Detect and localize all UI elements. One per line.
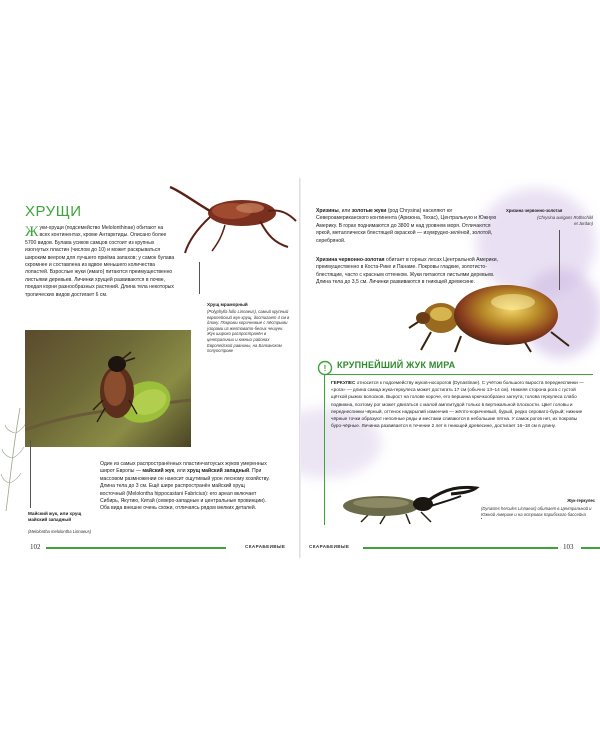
- running-head-left: СКАРАБЕИВЫЕ: [245, 544, 286, 549]
- right-page: [301, 178, 600, 558]
- maybug-bold-2: хрущ майский западный: [187, 468, 250, 475]
- chrysina-bold-1: Хризины: [316, 208, 339, 214]
- feature-box-title: КРУПНЕЙШИЙ ЖУК МИРА: [337, 360, 456, 370]
- section-title: ХРУЩИ: [25, 203, 82, 220]
- page-number-right: 103: [563, 543, 574, 551]
- footer-rule-right-end: [581, 547, 600, 549]
- hercules-text: относится к подсемейству жуков-носорогов (Dynastinae). С учётом большого выроста переднеспинки — «рога» — длина самца жука-геркулеса может достигать 17 см (обычно 13–14 см). Нижняя сторона рога с густой щёткой рыжих волосков. Вырост на голове короче, его вершина крючкообразно загнута; головa геркулеса слабо подвижна, поэтому рог может двигаться с малой амплитудой только в вертикальной плоскости. Цвет головы и переднеспинки чёрный, оттенок надкрылий изменчив — жёлто-коричневый, бурый, редко серовато-бурый; нижние чёрные точки образуют неполные ряды и местами сливаются в небольшие пятна. У самок рогов нет, их покровы буро-чёрные. Личинка развивается в течение 2 лет в гниющей древесине, достигает 16–18 см в длину.: [331, 380, 584, 429]
- maybug-bold-1: майский жук: [142, 468, 175, 475]
- footer-rule-right: [363, 547, 558, 549]
- intro-paragraph: [25, 225, 175, 299]
- maybug-text-3: . При массовом размножении он наносит ощутимый урон лесному хозяйству. Длина тела до 3 см. Ещё шире распространён майский хрущ восточный (Melolontha hippocastani Fabricius): его ареал включает Сибирь, Якутию, Китай (северо-западные и центральные провинции). Оба вида внешне очень схожи, отличаясь рядом мелких деталей.: [100, 468, 270, 512]
- chrysina-paragraph: [316, 208, 499, 245]
- chrysina-text-2: (род Chrysina) населяют юг Североамериканского континента (Аризона, Техас), Центральную и Южную Америку. В горах поднимаются до 3800 м над уровнем моря. Отличаются яркой, металлически блестящей окраской — изумрудно-зелёной, золотой, серебряной.: [316, 208, 497, 244]
- left-page: [0, 178, 299, 558]
- hercules-caption-title: Жук-геркулес: [567, 498, 595, 503]
- marble-caption: (Polyphylla fullo Linnaeus), самый крупный европейский жук-хрущ, достигает 4 см в длину. Покровы коричневые с пёстрыми узорами из желтовато-белых чешуек. Жук широко распространён в центральных и южных районах Европейской равнины, на Балканском полуострове: [207, 309, 290, 354]
- chrysina-bold-2: золотые жуки: [351, 208, 387, 214]
- maybug-caption-title: Майский жук, или хрущ майский западный: [28, 511, 82, 522]
- running-head-right: СКАРАБЕИВЫЕ: [309, 544, 350, 549]
- chrysina-beetle-photo: [401, 280, 581, 355]
- chrysina-text-1: , или: [338, 208, 351, 214]
- chrysina-caption: (Chrysina aurigans Rothschild et Jordan): [537, 215, 593, 226]
- red-gold-text: обитает в горных лесах Центральной Америки, преимущественно в Коста-Рике и Панаме. Покровы гладкие, золотисто-блестящие, часто с красным оттенком. Жуки питаются листьями деревьев. Длина тела до 3,5 см. Личинки развиваются в гниющей древесине.: [316, 257, 499, 286]
- maybug-text-2: , или: [174, 468, 186, 475]
- book-spread: [0, 178, 600, 558]
- footer-rule-left: [46, 547, 226, 549]
- hercules-caption-leader: [481, 518, 482, 519]
- page-number-left: 102: [30, 543, 41, 551]
- maybug-caption-leader: [30, 440, 31, 508]
- hercules-caption: (Dynastes hercules Linnaeus) обитает в Центральной и Южной Америке и на островах Карибского бассейна: [481, 506, 592, 517]
- marble-caption-title: Хрущ мраморный: [207, 302, 248, 307]
- marble-caption-leader: [199, 262, 200, 294]
- warning-badge-glyph: !: [323, 364, 327, 373]
- maybug-caption: (Melolontha melolontha Linnaeus): [28, 529, 92, 534]
- hercules-bold: ГЕРКУЛЕС: [331, 380, 356, 385]
- hercules-paragraph: [331, 379, 589, 429]
- maybug-photo: [25, 330, 191, 447]
- intro-text: уки-хрущи (подсемейство Melolonthinae) обитают на всех континентах, кроме Антарктиды. Описано более 5700 видов. Булава усиков самцов состоит из крупных изогнутых пластин (числом до 10) и может раскрываться широким веером для лучшего приёма запахов; у самок булава скромнее и составлена из вдвое меньшего количества лопастей. Взрослые жуки (имаго) питаются преимущественно листьями деревьев. Личинки хрущей развиваются в почве, поедая корни разнообразных растений. Длина тела некоторых тропических видов достигает 6 см.: [25, 225, 175, 298]
- drop-cap: Ж: [25, 224, 39, 240]
- maybug-paragraph: [100, 461, 270, 513]
- red-gold-bold: Хризина червонно-золотая: [316, 257, 385, 263]
- chrysina-caption-title: Хризина червонно-золотая: [506, 208, 563, 213]
- maybug-text-1: Один из самых распространённых пластинчатоусых жуков умеренных широт Европы —: [100, 461, 267, 475]
- hercules-beetle-photo: [331, 482, 481, 526]
